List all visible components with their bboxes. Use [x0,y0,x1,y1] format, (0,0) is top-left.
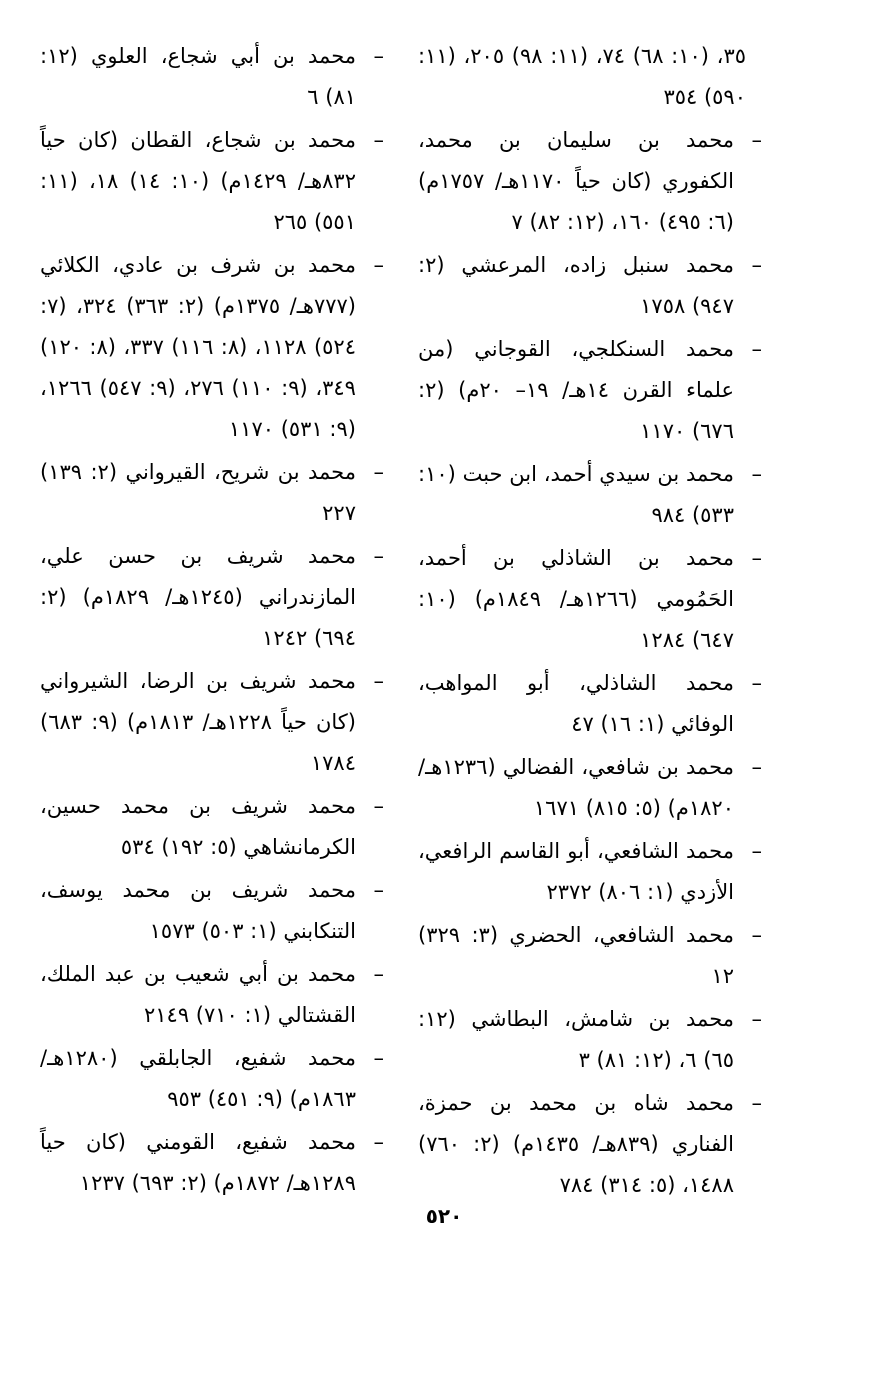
index-entry [418,831,766,913]
entry-dash: – [751,923,762,947]
entry-dash: – [373,544,384,568]
entry-text: محمد بن سيدي أحمد، ابن حبت (١٠: ٥٣٣) ٩٨٤ [418,462,734,527]
index-entry [418,120,766,243]
entry-text: محمد الشافعي، الحضري (٣: ٣٢٩) ١٢ [418,923,734,988]
index-entry [418,36,766,118]
entry-text: محمد شريف بن حسن علي، المازندراني (١٢٤٥هـ/ ١٨٢٩م) (٢: ٦٩٤) ١٢٤٢ [40,544,356,650]
right-column [418,36,766,1208]
index-entry [40,954,388,1036]
entry-dash: – [751,671,762,695]
entry-text: محمد بن شريح، القيرواني (٢: ١٣٩) ٢٢٧ [40,460,356,525]
entry-text: محمد شريف بن محمد حسين، الكرمانشاهي (٥: ١٩٢) ٥٣٤ [40,794,356,859]
entry-dash: – [373,1046,384,1070]
entry-text: محمد شريف بن الرضا، الشيرواني (كان حياً ١٢٢٨هـ/ ١٨١٣م) (٩: ٦٨٣) ١٧٨٤ [40,669,356,775]
entry-text: محمد الشاذلي، أبو المواهب، الوفائي (١: ١٦) ٤٧ [418,671,734,736]
entry-dash: – [373,128,384,152]
index-entry [40,1038,388,1120]
entry-dash: – [373,878,384,902]
index-entry [418,329,766,452]
entry-dash: – [373,1130,384,1154]
index-entry [40,870,388,952]
entry-text: محمد بن شرف بن عادي، الكلائي (٧٧٧هـ/ ١٣٧٥م) (٢: ٣٦٣) ٣٢٤، (٧: ٥٢٤) ١١٢٨، (٨: ١١٦) ٣٣٧، (٨: ١٢٠) ٣٤٩، (٩: ١١٠) ٢٧٦، (٩: ٥٤٧) ١٢٦٦، (٩: ٥٣١) ١١٧٠ [40,253,356,441]
index-entry [418,245,766,327]
entry-dash: – [751,755,762,779]
entry-dash: – [751,462,762,486]
entry-dash: – [751,128,762,152]
entry-text: محمد شفيع، القومني (كان حياً ١٢٨٩هـ/ ١٨٧٢م) (٢: ٦٩٣) ١٢٣٧ [40,1130,356,1195]
entry-text: محمد شاه بن محمد بن حمزة، الفناري (٨٣٩هـ/ ١٤٣٥م) (٢: ٧٦٠) ١٤٨٨، (٥: ٣١٤) ٧٨٤ [418,1091,734,1197]
index-entry [418,999,766,1081]
entry-text: محمد بن شامش، البطاشي (١٢: ٦٥) ٦، (١٢: ٨١) ٣ [418,1007,734,1072]
entry-text: محمد السنكلجي، القوجاني (من علماء القرن ١٤هـ/ ١٩– ٢٠م) (٢: ٦٧٦) ١١٧٠ [418,337,734,443]
index-entry [40,452,388,534]
entry-text: ٣٥، (١٠: ٦٨) ٧٤، (١١: ٩٨) ٢٠٥، (١١: ٥٩٠) ٣٥٤ [418,44,746,109]
entry-dash: – [373,253,384,277]
entry-text: محمد بن شجاع، القطان (كان حياً ٨٣٢هـ/ ١٤٢٩م) (١٠: ١٤) ١٨، (١١: ٥٥١) ٢٦٥ [40,128,356,234]
index-entry [40,36,388,118]
entry-text: محمد بن الشاذلي بن أحمد، الحَمُومي (١٢٦٦هـ/ ١٨٤٩م) (١٠: ٦٤٧) ١٢٨٤ [418,546,734,652]
index-entry [40,1122,388,1204]
index-entry [418,1083,766,1206]
entry-text: محمد بن أبي شعيب بن عبد الملك، القشتالي (١: ٧١٠) ٢١٤٩ [40,962,356,1027]
entry-text: محمد بن شافعي، الفضالي (١٢٣٦هـ/ ١٨٢٠م) (٥: ٨١٥) ١٦٧١ [418,755,734,820]
entry-text: محمد شفيع، الجابلقي (١٢٨٠هـ/ ١٨٦٣م) (٩: ٤٥١) ٩٥٣ [40,1046,356,1111]
page-number: ٥٢٠ [425,1204,463,1228]
entry-dash: – [373,460,384,484]
index-entry [40,661,388,784]
entry-dash: – [373,962,384,986]
index-entry [40,536,388,659]
entry-text: محمد بن سليمان بن محمد، الكفوري (كان حياً ١١٧٠هـ/ ١٧٥٧م) (٦: ٤٩٥) ١٦٠، (١٢: ٨٢) ٧ [418,128,734,234]
index-entry [40,120,388,243]
entry-dash: – [373,794,384,818]
left-column [40,36,388,1206]
entry-dash: – [751,1007,762,1031]
entry-text: محمد بن أبي شجاع، العلوي (١٢: ٨١) ٦ [40,44,356,109]
index-entry [418,915,766,997]
entry-dash: – [751,253,762,277]
entry-dash: – [751,1091,762,1115]
entry-dash: – [373,44,384,68]
entry-dash: – [751,839,762,863]
entry-dash: – [751,546,762,570]
index-entry [418,663,766,745]
entry-text: محمد سنبل زاده، المرعشي (٢: ٩٤٧) ١٧٥٨ [418,253,734,318]
index-entry [40,245,388,450]
index-entry [40,786,388,868]
index-entry [418,454,766,536]
entry-dash: – [373,669,384,693]
entry-dash: – [751,337,762,361]
index-entry [418,538,766,661]
entry-text: محمد الشافعي، أبو القاسم الرافعي، الأزدي (١: ٨٠٦) ٢٣٧٢ [418,839,734,904]
entry-text: محمد شريف بن محمد يوسف، التنكابني (١: ٥٠٣) ١٥٧٣ [40,878,356,943]
index-entry [418,747,766,829]
